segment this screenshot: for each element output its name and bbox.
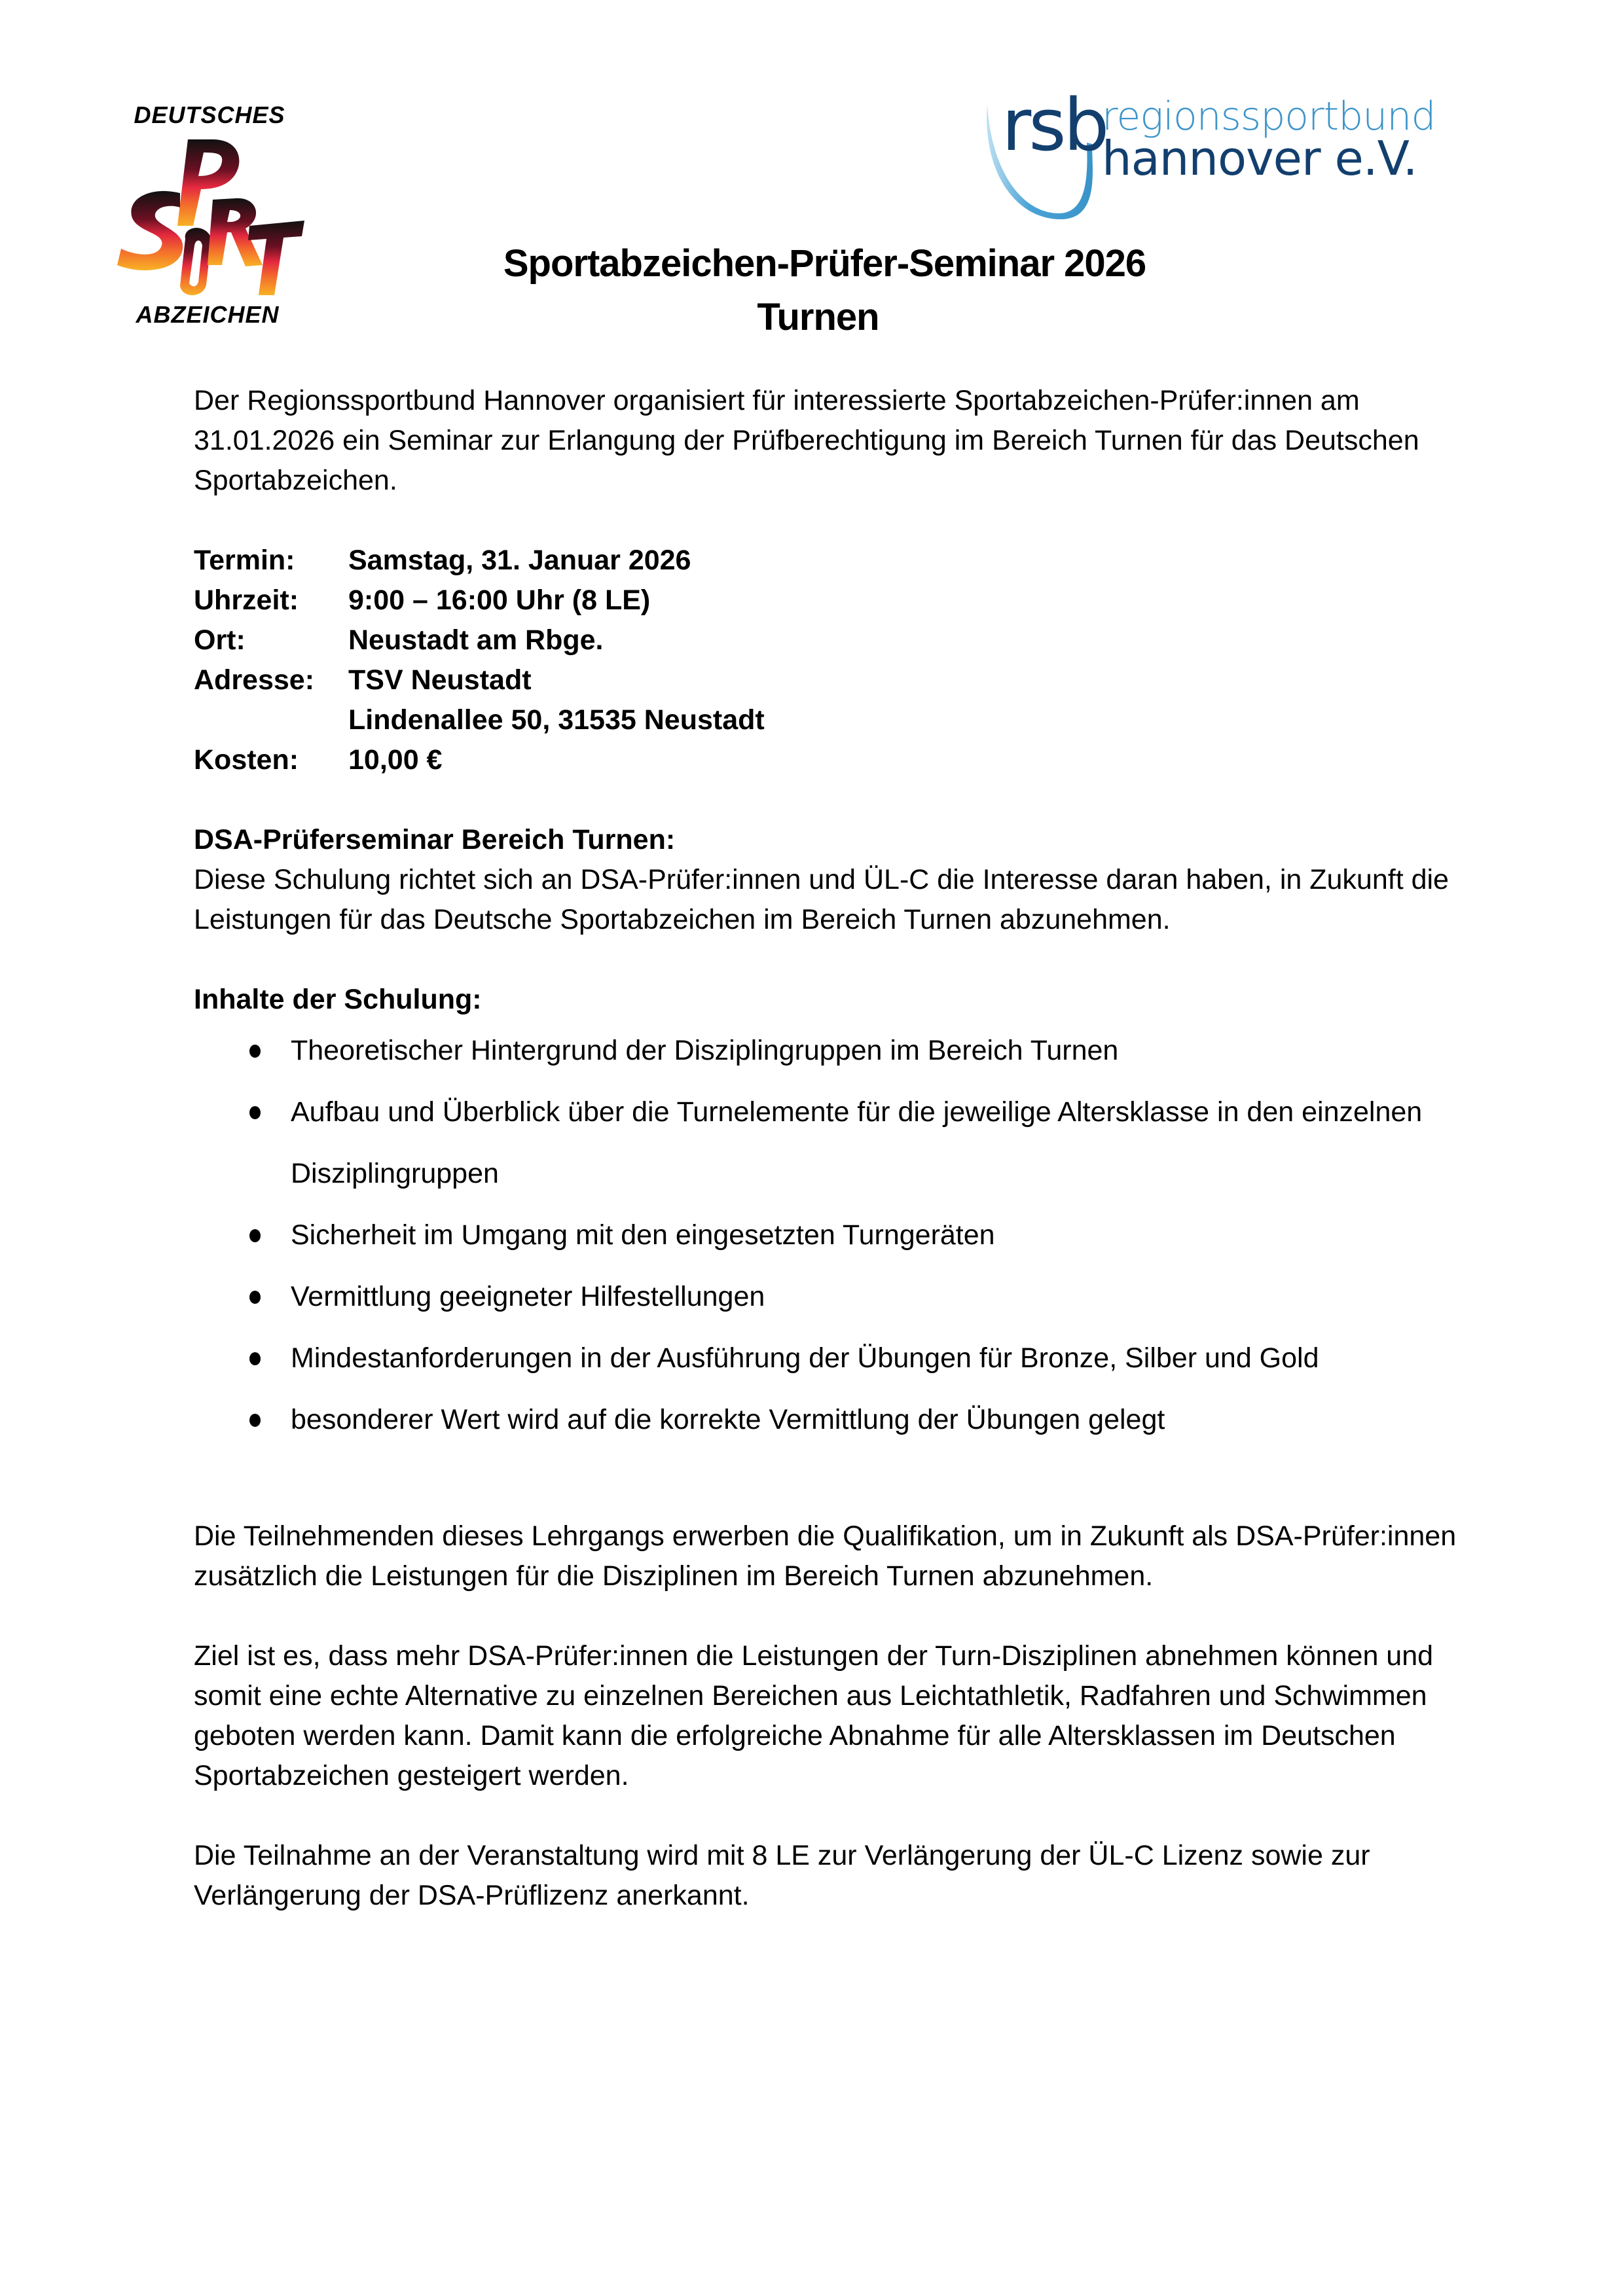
bullet-icon	[249, 1045, 261, 1058]
rsb-logo-short: rsb	[1002, 83, 1107, 167]
list-item-text: Sicherheit im Umgang mit den eingesetzten Turngeräten	[291, 1219, 995, 1251]
rsb-logo-line2: hannover e.V.	[1102, 131, 1417, 186]
detail-label: Termin:	[194, 545, 295, 576]
spacer	[194, 1596, 1477, 1636]
detail-row-cost	[194, 740, 765, 780]
list-item	[194, 1389, 1477, 1450]
dsa-letter-p	[177, 139, 239, 226]
detail-value: 10,00 €	[348, 744, 443, 776]
title-line-2: Turnen	[757, 296, 879, 338]
detail-row-location	[194, 620, 765, 660]
dsa-logo-top-text: DEUTSCHES	[134, 101, 285, 128]
bullet-icon	[249, 1352, 261, 1365]
document-body	[194, 381, 1477, 1916]
detail-value: Samstag, 31. Januar 2026	[348, 545, 691, 576]
detail-label: Uhrzeit:	[194, 584, 299, 616]
detail-value: 9:00 – 16:00 Uhr (8 LE)	[348, 584, 651, 616]
rsb-logo	[982, 85, 1519, 229]
detail-row-address-street	[194, 700, 765, 740]
bullet-icon	[249, 1291, 261, 1304]
list-item	[194, 1020, 1477, 1081]
list-item	[194, 1266, 1477, 1327]
list-item-text: Vermittlung geeigneter Hilfestellungen	[291, 1281, 765, 1312]
seminar-section-heading: DSA-Prüferseminar Bereich Turnen:	[194, 824, 676, 855]
detail-label: Kosten:	[194, 744, 299, 776]
spacer	[194, 780, 1477, 820]
dsa-logo-bottom-text: ABZEICHEN	[136, 301, 280, 328]
detail-label: Adresse:	[194, 664, 315, 696]
seminar-section-text: Diese Schulung richtet sich an DSA-Prüfer:innen und ÜL-C die Interesse daran haben, in Zukunft die Leistungen für das Deutsche Sportabzeichen im Bereich Turnen abzunehmen.	[194, 864, 1449, 935]
list-item-text: Mindestanforderungen in der Ausführung der Übungen für Bronze, Silber und Gold	[291, 1342, 1319, 1374]
list-item	[194, 1204, 1477, 1266]
list-item-text: Theoretischer Hintergrund der Disziplingruppen im Bereich Turnen	[291, 1035, 1119, 1066]
detail-row-time	[194, 581, 765, 620]
detail-row-date	[194, 541, 765, 581]
bullet-icon	[249, 1414, 261, 1427]
detail-value: TSV Neustadt	[348, 664, 532, 696]
qualification-paragraph: Die Teilnehmenden dieses Lehrgangs erwerben die Qualifikation, um in Zukunft als DSA-Prüfer:innen zusätzlich die Leistungen für die Disziplinen im Bereich Turnen abzunehmen.	[194, 1520, 1457, 1592]
detail-label: Ort:	[194, 624, 246, 656]
bullet-icon	[249, 1229, 261, 1242]
spacer	[194, 1477, 1477, 1516]
contents-section-heading: Inhalte der Schulung:	[194, 984, 482, 1015]
event-details-table	[194, 541, 765, 780]
spacer	[194, 940, 1477, 980]
list-item-text: besonderer Wert wird auf die korrekte Vermittlung der Übungen gelegt	[291, 1404, 1165, 1435]
license-paragraph: Die Teilnahme an der Veranstaltung wird mit 8 LE zur Verlängerung der ÜL-C Lizenz sowie zur Verlängerung der DSA-Prüflizenz anerkannt.	[194, 1840, 1370, 1911]
rsb-logo-line1: regionssportbund	[1102, 94, 1436, 139]
detail-value: Lindenallee 50, 31535 Neustadt	[348, 704, 765, 736]
intro-paragraph: Der Regionssportbund Hannover organisiert für interessierte Sportabzeichen-Prüfer:innen am 31.01.2026 ein Seminar zur Erlangung der Prüfberechtigung im Bereich Turnen für das Deutschen Sportabzeichen.	[194, 385, 1419, 496]
goal-paragraph: Ziel ist es, dass mehr DSA-Prüfer:innen die Leistungen der Turn-Disziplinen abnehmen können und somit eine echte Alternative zu einzelnen Bereichen aus Leichtathletik, Radfahren und Schwimmen geboten werden kann. Damit kann die erfolgreiche Abnahme für alle Altersklassen im Deutschen Sportabzeichen gesteigert werden.	[194, 1640, 1434, 1791]
contents-list	[194, 1020, 1477, 1450]
document-title	[0, 237, 1623, 344]
detail-label	[194, 700, 348, 740]
detail-row-address	[194, 660, 765, 700]
bullet-icon	[249, 1106, 261, 1119]
list-item-text: Aufbau und Überblick über die Turnelemente für die jeweilige Altersklasse in den einzelnen Disziplingruppen	[291, 1096, 1423, 1189]
detail-value: Neustadt am Rbge.	[348, 624, 604, 656]
spacer	[194, 1796, 1477, 1836]
list-item	[194, 1327, 1477, 1389]
list-item	[194, 1081, 1477, 1204]
title-line-1: Sportabzeichen-Prüfer-Seminar 2026	[503, 242, 1146, 285]
